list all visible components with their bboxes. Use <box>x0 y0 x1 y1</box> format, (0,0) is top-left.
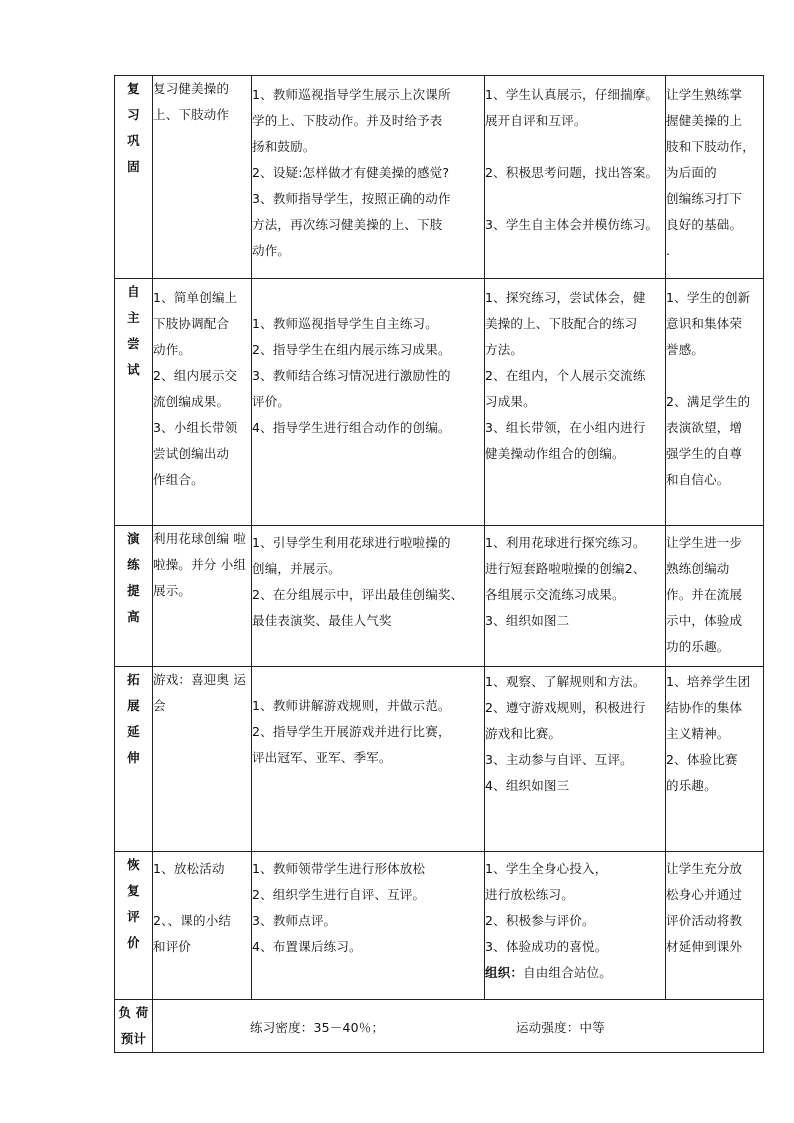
exercise-intensity: 运动强度：中等 <box>516 1020 605 1035</box>
lesson-plan-table <box>114 75 764 1053</box>
teacher-activity-cell: 1、教师讲解游戏规则，并做示范。 2、指导学生开展游戏并进行比赛， 评出冠军、亚军、季军。 <box>252 667 485 852</box>
table-row-recovery <box>115 852 764 1000</box>
teacher-activity-cell: 1、教师领带学生进行形体放松 2、组织学生进行自评、互评。 3、教师点评。 4、布置课后练习。 <box>252 852 485 1000</box>
phase-cell: 恢 复 评 价 <box>115 852 153 1000</box>
content-cell: 游戏：喜迎奥 运会 <box>153 667 252 852</box>
student-activity-cell: 1、学生认真展示，仔细揣摩。 展开自评和互评。 2、积极思考问题，找出答案。 3、学生自主体会并模仿练习。 <box>485 76 666 279</box>
teacher-activity-cell: 1、教师巡视指导学生自主练习。 2、指导学生在组内展示练习成果。 3、教师结合练习情况进行激励性的 评价。 4、指导学生进行组合动作的创编。 <box>252 279 485 526</box>
goal-cell: 让学生充分放 松身心并通过 评价活动将教 材延伸到课外 <box>666 852 764 1000</box>
phase-cell: 自 主 尝 试 <box>115 279 153 526</box>
student-activity-cell: 1、观察、了解规则和方法。 2、遵守游戏规则，积极进行 游戏和比赛。 3、主动参与自评、互评。 4、组织如图三 <box>485 667 666 852</box>
content-cell: 1、简单创编上 下肢协调配合 动作。 2、组内展示交 流创编成果。 3、小组长带领 尝试创编出动 作组合。 <box>153 279 252 526</box>
table-row-review <box>115 76 764 279</box>
teacher-activity-cell: 1、教师巡视指导学生展示上次课所 学的上、下肢动作。并及时给予表 扬和鼓励。 2、设疑:怎样做才有健美操的感觉? 3、教师指导学生，按照正确的动作 方法，再次练习健美操的上、下肢 动作。 <box>252 76 485 279</box>
load-estimate-cell <box>153 1000 764 1053</box>
practice-density: 练习密度：35－40％； <box>250 1020 385 1035</box>
phase-cell: 复 习 巩 固 <box>115 76 153 279</box>
student-activity-cell: 1、利用花球进行探究练习。 进行短套路啦啦操的创编2、 各组展示交流练习成果。 3、组织如图二 <box>485 526 666 667</box>
goal-cell: 1、学生的创新 意识和集体荣 誉感。 2、满足学生的 表演欲望，增 强学生的自尊 和自信心。 <box>666 279 764 526</box>
content-cell: 利用花球创编 啦啦操。并分 小组展示。 <box>153 526 252 667</box>
goal-cell: 让学生进一步 熟练创编动 作。并在流展 示中，体验成 功的乐趣。 <box>666 526 764 667</box>
goal-cell: 1、培养学生团 结协作的集体 主义精神。 2、体验比赛 的乐趣。 <box>666 667 764 852</box>
table-row-practice <box>115 526 764 667</box>
table-row-load <box>115 1000 764 1053</box>
content-cell: 1、放松活动 2、、课的小结 和评价 <box>153 852 252 1000</box>
goal-cell: 让学生熟练掌 握健美操的上 肢和下肢动作， 为后面的 创编练习打下 良好的基础。 . <box>666 76 764 279</box>
student-activity-cell: 1、学生全身心投入， 进行放松练习。 2、积极参与评价。 3、体验成功的喜悦。 组织：自由组合站位。 <box>485 852 666 1000</box>
student-activity-cell: 1、探究练习，尝试体会，健 美操的上、下肢配合的练习 方法。 2、在组内，个人展示交流练 习成果。 3、组长带领，在小组内进行 健美操动作组合的创编。 <box>485 279 666 526</box>
teacher-activity-cell: 1、引导学生利用花球进行啦啦操的 创编，并展示。 2、在分组展示中，评出最佳创编奖、 最佳表演奖、最佳人气奖 <box>252 526 485 667</box>
phase-cell: 拓 展 延 伸 <box>115 667 153 852</box>
load-label-cell: 负 荷 预计 <box>115 1000 153 1053</box>
content-cell: 复习健美操的 上、下肢动作 <box>153 76 252 279</box>
phase-cell: 演 练 提 高 <box>115 526 153 667</box>
organization-line: 组织：自由组合站位。 <box>485 965 613 980</box>
table-row-extension <box>115 667 764 852</box>
table-row-self-try <box>115 279 764 526</box>
